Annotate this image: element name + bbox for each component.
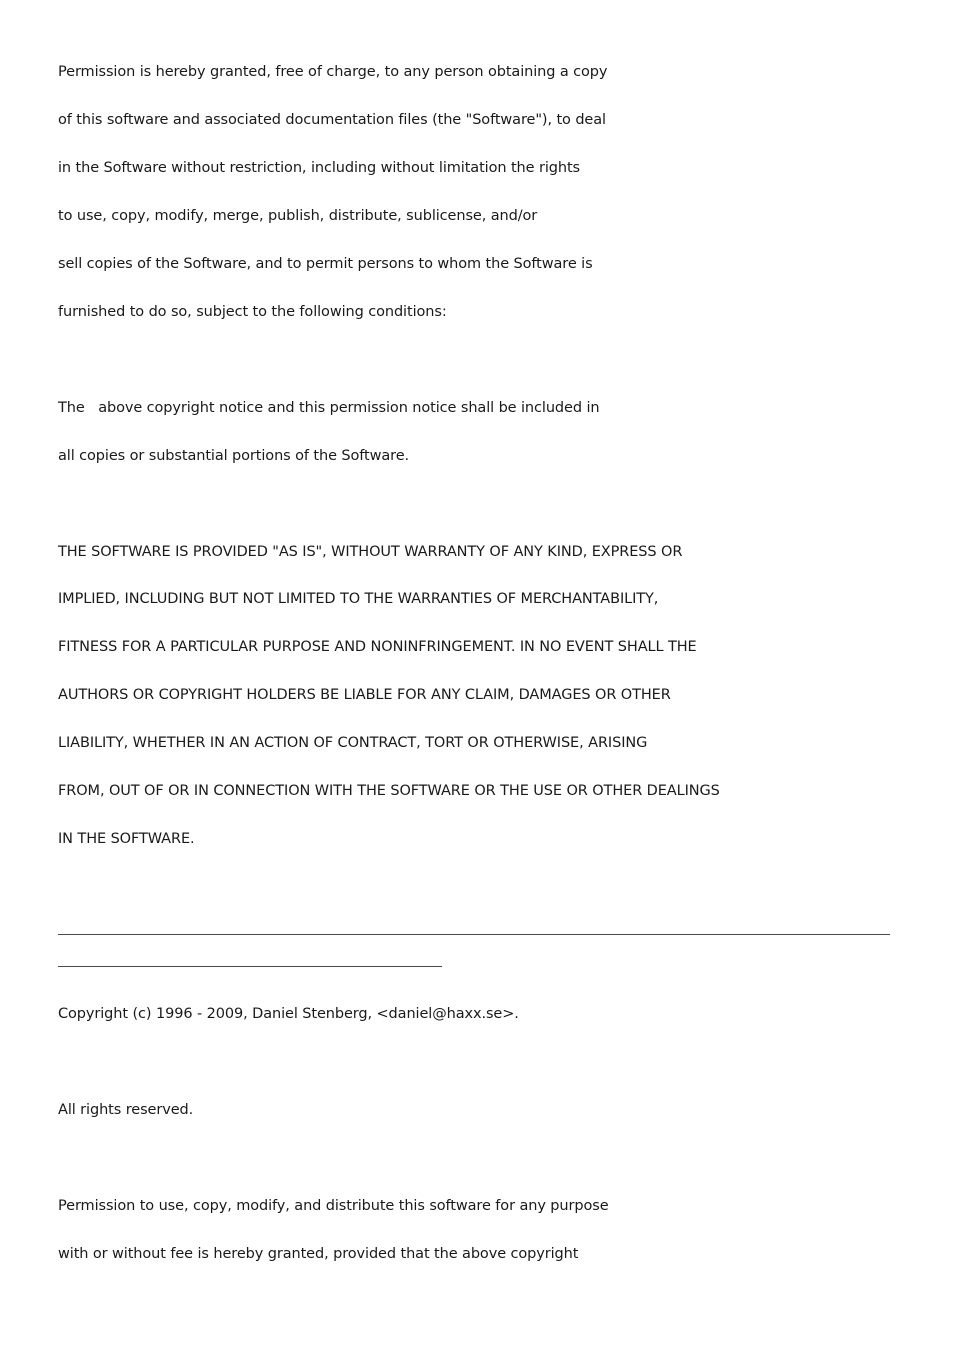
paragraph-line: of this software and associated documentation files (the "Software"), to deal [58,112,606,128]
paragraph-line: sell copies of the Software, and to permit persons to whom the Software is [58,256,593,272]
disclaimer-line: LIABILITY, WHETHER IN AN ACTION OF CONTRACT, TORT OR OTHERWISE, ARISING [58,735,648,751]
rights-reserved: All rights reserved. [58,1102,194,1118]
copyright-notice: Copyright (c) 1996 - 2009, Daniel Stenberg, <daniel@haxx.se>. [58,1006,519,1022]
paragraph-line: The above copyright notice and this permission notice shall be included in [58,400,600,416]
disclaimer-line: IN THE SOFTWARE. [58,831,195,847]
paragraph-line: furnished to do so, subject to the following conditions: [58,304,447,320]
paragraph-line: Permission to use, copy, modify, and distribute this software for any purpose [58,1198,609,1214]
disclaimer-line: FROM, OUT OF OR IN CONNECTION WITH THE SOFTWARE OR THE USE OR OTHER DEALINGS [58,783,720,799]
paragraph-line: to use, copy, modify, merge, publish, distribute, sublicense, and/or [58,208,538,224]
paragraph-line: in the Software without restriction, including without limitation the rights [58,160,580,176]
separator-rule [58,934,890,935]
paragraph-line: with or without fee is hereby granted, provided that the above copyright [58,1246,579,1262]
separator-rule [58,966,442,967]
paragraph-line: Permission is hereby granted, free of charge, to any person obtaining a copy [58,64,608,80]
disclaimer-line: IMPLIED, INCLUDING BUT NOT LIMITED TO THE WARRANTIES OF MERCHANTABILITY, [58,591,659,607]
disclaimer-line: FITNESS FOR A PARTICULAR PURPOSE AND NONINFRINGEMENT. IN NO EVENT SHALL THE [58,639,697,655]
disclaimer-line: THE SOFTWARE IS PROVIDED "AS IS", WITHOUT WARRANTY OF ANY KIND, EXPRESS OR [58,544,683,560]
paragraph-line: all copies or substantial portions of the Software. [58,448,410,464]
disclaimer-line: AUTHORS OR COPYRIGHT HOLDERS BE LIABLE FOR ANY CLAIM, DAMAGES OR OTHER [58,687,671,703]
